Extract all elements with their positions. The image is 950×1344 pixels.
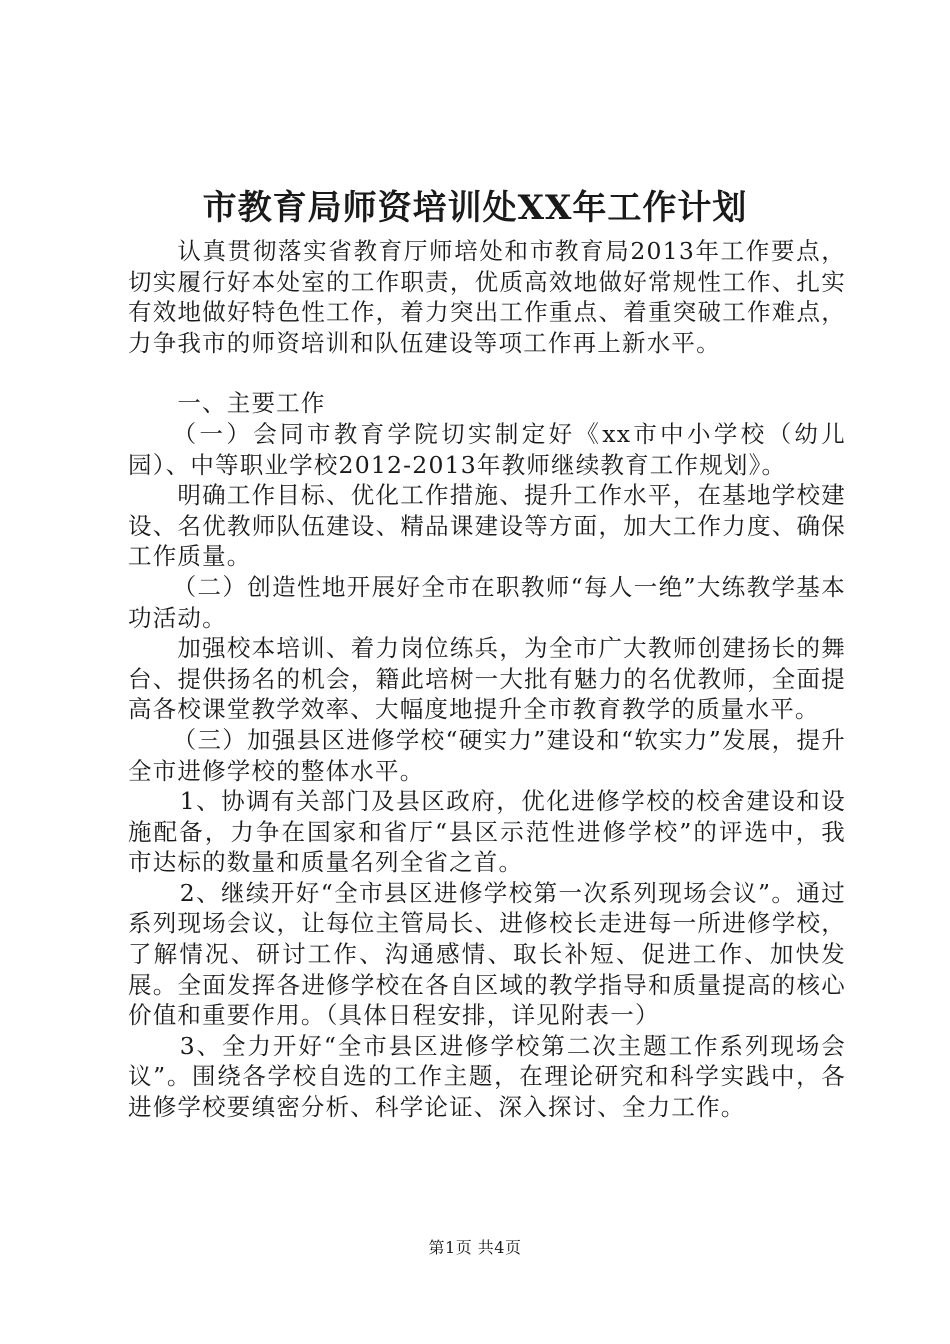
item-three-point-2: 2、继续开好“全市县区进修学校第一次系列现场会议”。通过系列现场会议，让每位主管局长、进修校长走进每一所进修学校，了解情况、研讨工作、沟通感情、取长补短、促进工作、加快发展。全面发挥各进修学校在各自区域的教学指导和质量提高的核心价值和重要作用。（具体日程安排，详见附表一） [128,878,846,1030]
item-two-heading: （二）创造性地开展好全市在职教师“每人一绝”大练教学基本功活动。 [128,572,846,632]
document-body [128,236,846,1123]
item-three-point-3: 3、全力开好“全市县区进修学校第二次主题工作系列现场会议”。围绕各学校自选的工作主题，在理论研究和科学实践中，各进修学校要缜密分析、科学论证、深入探讨、全力工作。 [128,1031,846,1122]
document-title: 市教育局师资培训处XX年工作计划 [202,188,748,228]
item-three-heading: （三）加强县区进修学校“硬实力”建设和“软实力”发展，提升全市进修学校的整体水平。 [128,725,846,785]
section-heading-main-work: 一、主要工作 [177,389,326,418]
intro-paragraph: 认真贯彻落实省教育厅师培处和市教育局2013年工作要点，切实履行好本处室的工作职责，优质高效地做好常规性工作、扎实有效地做好特色性工作，着力突出工作重点、着重突破工作难点，力争我市的师资培训和队伍建设等项工作再上新水平。 [128,237,846,357]
item-one-body: 明确工作目标、优化工作措施、提升工作水平，在基地学校建设、名优教师队伍建设、精品课建设等方面，加大工作力度、确保工作质量。 [128,481,846,571]
item-one-heading: （一）会同市教育学院切实制定好《xx市中小学校（幼儿园）、中等职业学校2012-2013年教师继续教育工作规划》。 [128,419,846,479]
page-footer: 第1页 共4页 [428,1238,522,1257]
item-two-body: 加强校本培训、着力岗位练兵，为全市广大教师创建扬长的舞台、提供扬名的机会，籍此培树一大批有魅力的名优教师，全面提高各校课堂教学效率、大幅度地提升全市教育教学的质量水平。 [128,634,846,724]
item-three-point-1: 1、协调有关部门及县区政府，优化进修学校的校舍建设和设施配备，力争在国家和省厅“县区示范性进修学校”的评选中，我市达标的数量和质量名列全省之首。 [128,787,846,877]
